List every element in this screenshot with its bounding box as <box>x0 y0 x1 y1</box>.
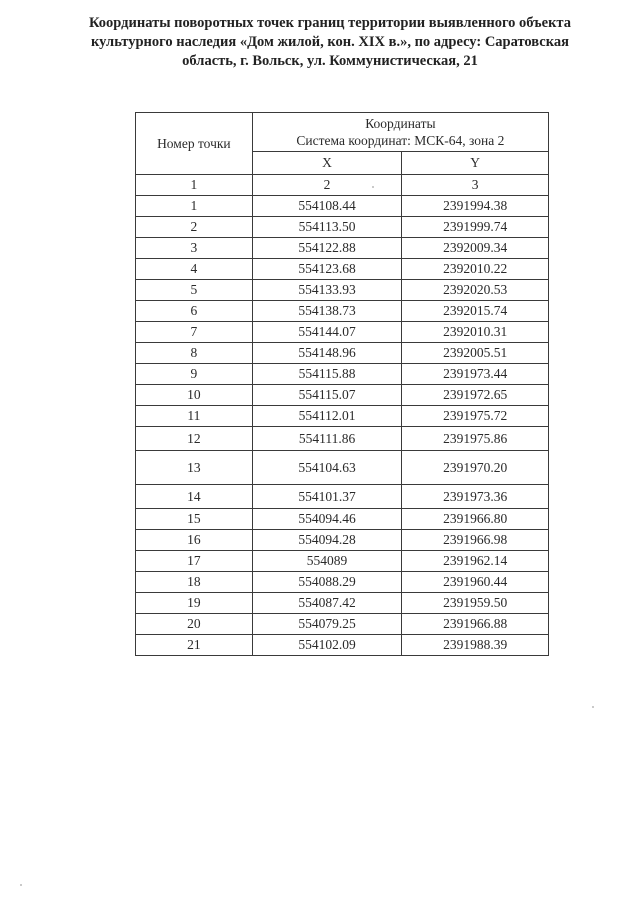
table-index-row <box>136 175 549 196</box>
y-coordinate-cell: 2391988.39 <box>402 635 549 656</box>
x-coordinate-cell: 554087.42 <box>252 593 402 614</box>
table-row <box>136 238 549 259</box>
table-row <box>136 451 549 485</box>
table-row <box>136 364 549 385</box>
table-row <box>136 343 549 364</box>
table-row <box>136 259 549 280</box>
x-coordinate-cell: 554094.46 <box>252 509 402 530</box>
x-coordinate-cell: 554101.37 <box>252 485 402 509</box>
point-number-cell: 10 <box>136 385 253 406</box>
point-number-cell: 2 <box>136 217 253 238</box>
point-number-cell: 7 <box>136 322 253 343</box>
table-row <box>136 572 549 593</box>
point-number-cell: 20 <box>136 614 253 635</box>
coordinates-table <box>135 112 549 656</box>
scan-speck <box>20 884 22 886</box>
title-line-2: культурного наследия «Дом жилой, кон. XIX в.», по адресу: Саратовская <box>91 34 569 50</box>
y-coordinate-cell: 2391962.14 <box>402 551 549 572</box>
point-number-cell: 3 <box>136 238 253 259</box>
scan-speck <box>592 706 594 708</box>
point-number-cell: 18 <box>136 572 253 593</box>
table-row <box>136 509 549 530</box>
y-coordinate-cell: 2391970.20 <box>402 451 549 485</box>
point-number-cell: 19 <box>136 593 253 614</box>
x-coordinate-cell: 554094.28 <box>252 530 402 551</box>
y-coordinate-cell: 2391973.44 <box>402 364 549 385</box>
x-coordinate-cell: 554115.88 <box>252 364 402 385</box>
table-row <box>136 551 549 572</box>
document-title <box>40 14 620 71</box>
y-coordinate-cell: 2391994.38 <box>402 196 549 217</box>
y-coordinate-cell: 2391966.98 <box>402 530 549 551</box>
y-coordinate-cell: 2392010.31 <box>402 322 549 343</box>
title-line-3: область, г. Вольск, ул. Коммунистическая, 21 <box>182 53 478 69</box>
x-coordinate-cell: 554133.93 <box>252 280 402 301</box>
y-coordinate-cell: 2391972.65 <box>402 385 549 406</box>
table-body <box>136 196 549 656</box>
table-row <box>136 196 549 217</box>
table-row <box>136 385 549 406</box>
scan-speck <box>372 186 374 188</box>
table-row <box>136 406 549 427</box>
y-coordinate-cell: 2391973.36 <box>402 485 549 509</box>
y-coordinate-cell: 2391966.88 <box>402 614 549 635</box>
x-coordinate-cell: 554079.25 <box>252 614 402 635</box>
table-row <box>136 635 549 656</box>
y-coordinate-cell: 2391999.74 <box>402 217 549 238</box>
x-coordinate-cell: 554111.86 <box>252 427 402 451</box>
y-coordinate-cell: 2392009.34 <box>402 238 549 259</box>
y-coordinate-cell: 2392010.22 <box>402 259 549 280</box>
point-number-cell: 9 <box>136 364 253 385</box>
point-number-cell: 1 <box>136 196 253 217</box>
point-number-cell: 14 <box>136 485 253 509</box>
title-line-1: Координаты поворотных точек границ территории выявленного объекта <box>89 15 571 31</box>
x-coordinate-cell: 554144.07 <box>252 322 402 343</box>
header-coordinate-system: Система координат: МСК-64, зона 2 <box>296 133 505 148</box>
point-number-cell: 21 <box>136 635 253 656</box>
y-coordinate-cell: 2391959.50 <box>402 593 549 614</box>
y-coordinate-cell: 2392015.74 <box>402 301 549 322</box>
point-number-cell: 17 <box>136 551 253 572</box>
x-coordinate-cell: 554089 <box>252 551 402 572</box>
x-coordinate-cell: 554088.29 <box>252 572 402 593</box>
header-point-number: Номер точки <box>136 113 253 175</box>
x-coordinate-cell: 554112.01 <box>252 406 402 427</box>
y-coordinate-cell: 2391966.80 <box>402 509 549 530</box>
point-number-cell: 13 <box>136 451 253 485</box>
x-coordinate-cell: 554115.07 <box>252 385 402 406</box>
point-number-cell: 4 <box>136 259 253 280</box>
point-number-cell: 16 <box>136 530 253 551</box>
x-coordinate-cell: 554113.50 <box>252 217 402 238</box>
header-coordinates-title: Координаты <box>365 116 436 131</box>
x-coordinate-cell: 554104.63 <box>252 451 402 485</box>
header-y: Y <box>402 152 549 175</box>
table-row <box>136 427 549 451</box>
header-coordinates <box>252 113 548 152</box>
index-cell: 1 <box>136 175 253 196</box>
point-number-cell: 11 <box>136 406 253 427</box>
y-coordinate-cell: 2391960.44 <box>402 572 549 593</box>
y-coordinate-cell: 2392005.51 <box>402 343 549 364</box>
table-row <box>136 322 549 343</box>
x-coordinate-cell: 554148.96 <box>252 343 402 364</box>
header-x: X <box>252 152 402 175</box>
point-number-cell: 15 <box>136 509 253 530</box>
table-row <box>136 593 549 614</box>
y-coordinate-cell: 2391975.86 <box>402 427 549 451</box>
x-coordinate-cell: 554108.44 <box>252 196 402 217</box>
x-coordinate-cell: 554122.88 <box>252 238 402 259</box>
point-number-cell: 8 <box>136 343 253 364</box>
x-coordinate-cell: 554138.73 <box>252 301 402 322</box>
table-row <box>136 280 549 301</box>
point-number-cell: 6 <box>136 301 253 322</box>
point-number-cell: 5 <box>136 280 253 301</box>
table-row <box>136 485 549 509</box>
y-coordinate-cell: 2392020.53 <box>402 280 549 301</box>
table-header-row <box>136 113 549 152</box>
x-coordinate-cell: 554123.68 <box>252 259 402 280</box>
index-cell: 3 <box>402 175 549 196</box>
table-row <box>136 301 549 322</box>
table-row <box>136 530 549 551</box>
point-number-cell: 12 <box>136 427 253 451</box>
table-row <box>136 217 549 238</box>
table-row <box>136 614 549 635</box>
index-cell: 2 <box>252 175 402 196</box>
x-coordinate-cell: 554102.09 <box>252 635 402 656</box>
y-coordinate-cell: 2391975.72 <box>402 406 549 427</box>
